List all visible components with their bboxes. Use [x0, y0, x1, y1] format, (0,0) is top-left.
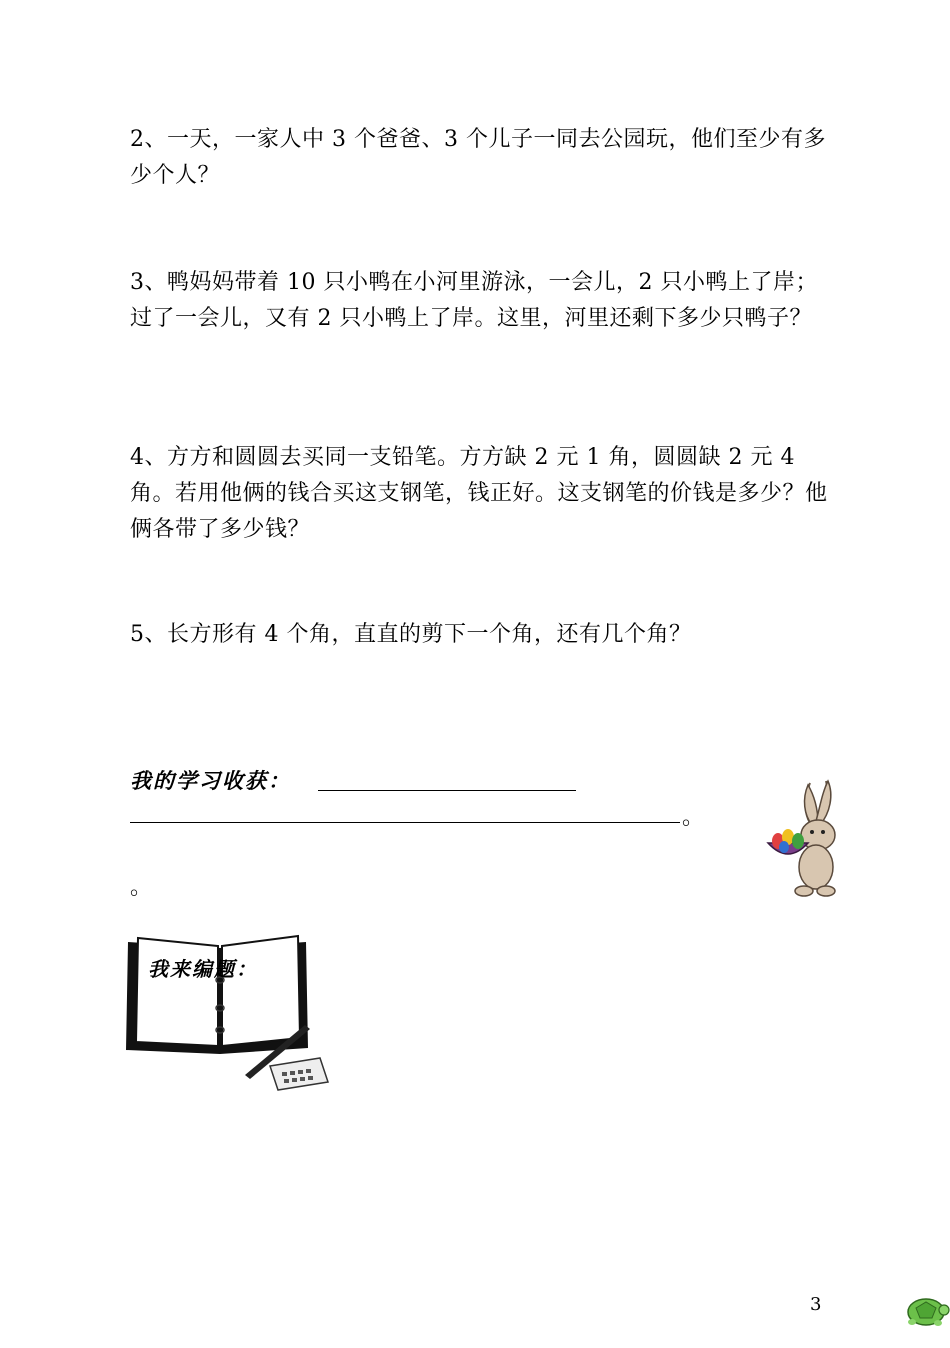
answer-line-1 [318, 790, 576, 791]
turtle-icon [902, 1288, 950, 1328]
question-2: 2、一天，一家人中 3 个爸爸、3 个儿子一同去公园玩，他们至少有多少个人？ [130, 127, 826, 188]
page-number: 3 [810, 1294, 822, 1315]
end-period: 。 [682, 805, 705, 830]
learning-harvest-label: 我的学习收获： [130, 769, 291, 793]
write-problem-label: 我来编题： [148, 957, 258, 981]
question-5: 5、长方形有 4 个角，直直的剪下一个角，还有几个角？ [130, 622, 692, 647]
question-3: 3、鸭妈妈带着 10 只小鸭在小河里游泳，一会儿，2 只小鸭上了岸；过了一会儿，又有 2 只小鸭上了岸。这里，河里还剩下多少只鸭子？ [130, 270, 818, 331]
rabbit-with-eggs-icon [758, 775, 853, 900]
answer-line-2 [130, 822, 680, 823]
question-4: 4、方方和圆圆去买同一支铅笔。方方缺 2 元 1 角，圆圆缺 2 元 4 角。若用他俩的钱合买这支钢笔，钱正好。这支钢笔的价钱是多少？他俩各带了多少钱？ [130, 445, 828, 542]
standalone-period: 。 [130, 875, 153, 900]
